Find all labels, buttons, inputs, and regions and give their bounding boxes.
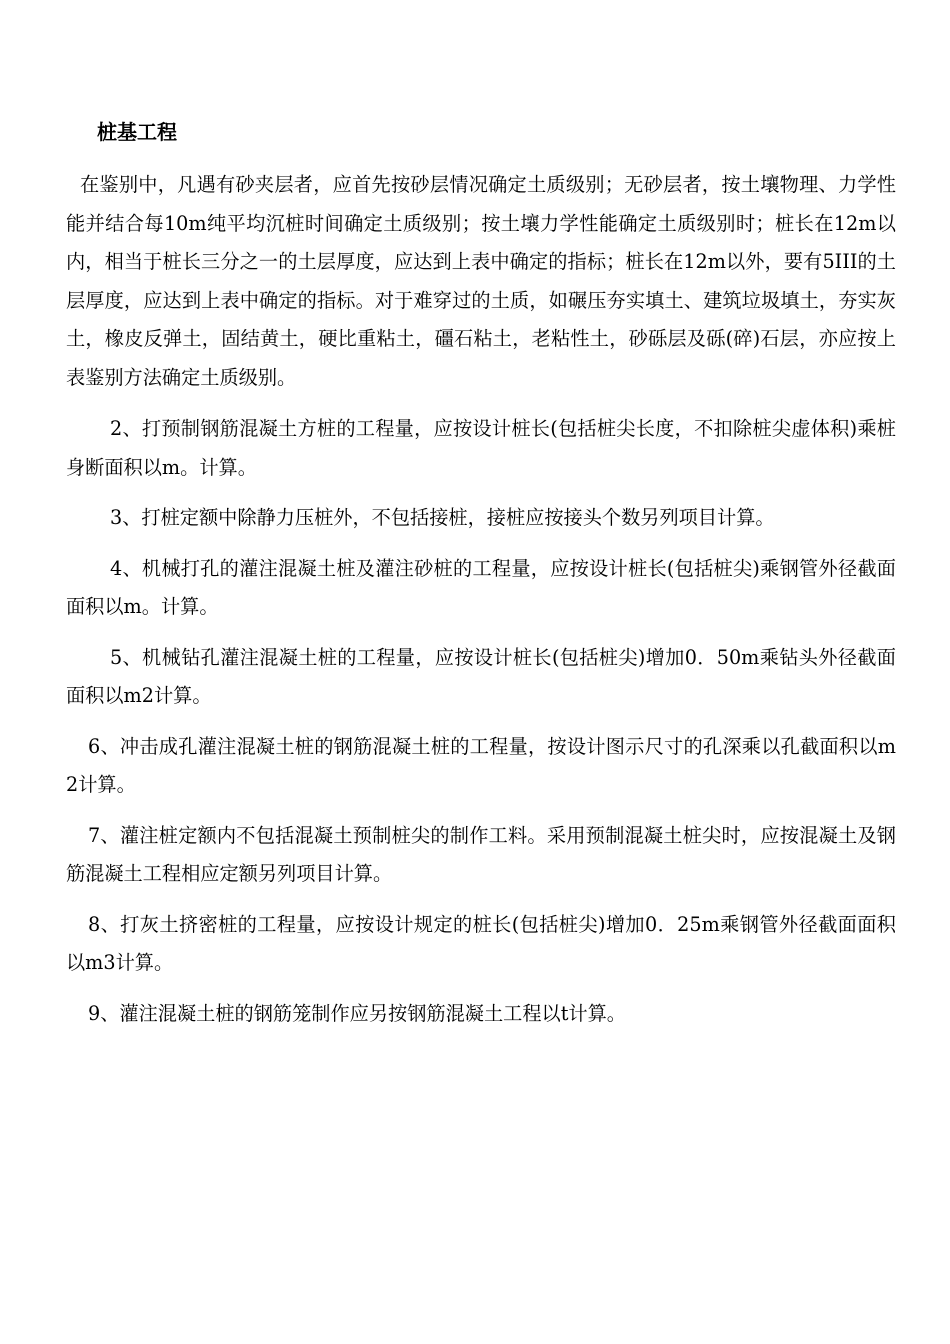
paragraph-item-6: 6、冲击成孔灌注混凝土桩的钢筋混凝土桩的工程量，按设计图示尺寸的孔深乘以孔截面积以m2计算。 bbox=[66, 734, 896, 796]
document-body bbox=[66, 166, 896, 1045]
paragraph-intro: 在鉴别中，凡遇有砂夹层者，应首先按砂层情况确定土质级别；无砂层者，按土壤物理、力学性能并结合每10m纯平均沉桩时间确定土质级别；按土壤力学性能确定土质级别时；桩长在12m以内，相当于桩长三分之一的土层厚度，应达到上表中确定的指标；桩长在12m以外，要有5III的土层厚度，应达到上表中确定的指标。对于难穿过的土质，如碾压夯实填土、建筑垃圾填土，夯实灰土，橡皮反弹土，固结黄土，硬比重粘土，礓石粘土，老粘性土，砂砾层及砾(碎)石层，亦应按上表鉴别方法确定土质级别。 bbox=[66, 173, 896, 389]
paragraph-item-3: 3、打桩定额中除静力压桩外，不包括接桩，接桩应按接头个数另列项目计算。 bbox=[110, 506, 775, 529]
paragraph-item-8: 8、打灰土挤密桩的工程量，应按设计规定的桩长(包括桩尖)增加0．25m乘钢管外径截面面积以m3计算。 bbox=[66, 912, 896, 974]
paragraph-item-5: 5、机械钻孔灌注混凝土桩的工程量，应按设计桩长(包括桩尖)增加0．50m乘钻头外径截面面积以m2计算。 bbox=[66, 645, 896, 707]
paragraph-item-7: 7、灌注桩定额内不包括混凝土预制桩尖的制作工料。采用预制混凝土桩尖时，应按混凝土及钢筋混凝土工程相应定额另列项目计算。 bbox=[66, 823, 896, 885]
paragraph-item-2: 2、打预制钢筋混凝土方桩的工程量，应按设计桩长(包括桩尖长度，不扣除桩尖虚体积)乘桩身断面积以m。计算。 bbox=[66, 417, 896, 479]
paragraph-item-4: 4、机械打孔的灌注混凝土桩及灌注砂桩的工程量，应按设计桩长(包括桩尖)乘钢管外径截面面积以m。计算。 bbox=[66, 556, 896, 618]
document-title: 桩基工程 bbox=[97, 120, 177, 144]
paragraph-item-9: 9、灌注混凝土桩的钢筋笼制作应另按钢筋混凝土工程以t计算。 bbox=[88, 1001, 626, 1025]
